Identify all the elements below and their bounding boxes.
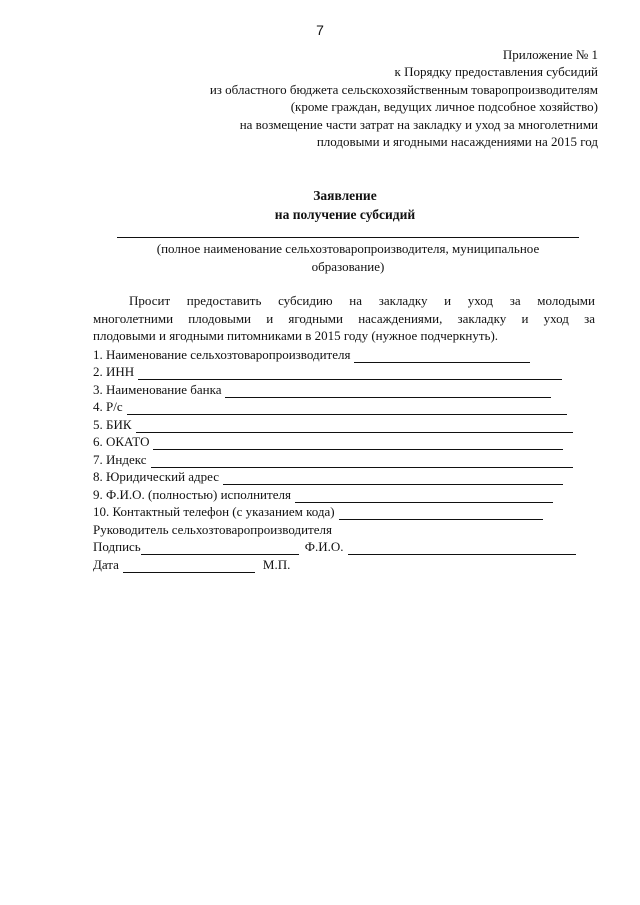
field-blank[interactable] [339, 508, 543, 520]
field-row [93, 433, 603, 451]
field-blank[interactable] [127, 403, 567, 415]
field-label: 9. Ф.И.О. (полностью) исполнителя [93, 486, 291, 502]
appendix-line: к Порядку предоставления субсидий [394, 64, 598, 80]
fio-label: Ф.И.О. [304, 539, 344, 554]
field-label: 1. Наименование сельхозтоваропроизводителя [93, 346, 351, 362]
page-number: 7 [316, 22, 324, 38]
field-row [93, 468, 603, 486]
field-row [93, 450, 603, 468]
field-label: 5. БИК [93, 416, 132, 432]
date-row [93, 555, 603, 573]
signature-row [93, 538, 603, 556]
field-blank[interactable] [223, 473, 563, 485]
field-blank[interactable] [354, 351, 530, 363]
intro-paragraph [93, 292, 595, 345]
field-blank[interactable] [295, 491, 553, 503]
field-row [93, 345, 603, 363]
field-blank[interactable] [136, 421, 573, 433]
title-line: Заявление [313, 188, 377, 203]
intro-line: плодовыми и ягодными питомниками в 2015 году (нужное подчеркнуть). [93, 328, 499, 344]
applicant-name-caption [100, 240, 596, 276]
field-blank[interactable] [138, 368, 562, 380]
intro-line: Просит предоставить субсидию на закладку и уход за молодыми [129, 293, 595, 308]
field-label: 8. Юридический адрес [93, 469, 220, 484]
field-label: 7. Индекс [93, 451, 147, 467]
title-line: на получение субсидий [274, 207, 416, 222]
appendix-header [118, 46, 598, 150]
applicant-name-blank[interactable] [117, 237, 579, 238]
appendix-line: (кроме граждан, ведущих личное подсобное хозяйство) [290, 99, 598, 115]
fio-blank[interactable] [348, 543, 576, 555]
field-row [93, 363, 603, 381]
field-blank[interactable] [225, 386, 551, 398]
head-label: Руководитель сельхозтоваропроизводителя [93, 521, 332, 537]
appendix-line: Приложение № 1 [502, 47, 598, 62]
date-blank[interactable] [123, 561, 255, 573]
field-label: 4. Р/с [93, 399, 123, 414]
field-label: 6. ОКАТО [93, 434, 150, 449]
field-row [93, 415, 603, 433]
field-row [93, 398, 603, 416]
field-row [93, 485, 603, 503]
field-blank[interactable] [151, 456, 573, 468]
intro-line: многолетними плодовыми и ягодными насаждениями, закладку и уход за [93, 310, 595, 326]
application-fields [93, 345, 603, 573]
document-title [0, 186, 640, 224]
caption-line: (полное наименование сельхозтоваропроизводителя, муниципальное [156, 241, 540, 256]
field-row [93, 503, 603, 521]
sign-label: Подпись [93, 539, 141, 554]
caption-line: образование) [311, 259, 385, 274]
field-row [93, 380, 603, 398]
appendix-line: на возмещение части затрат на закладку и уход за многолетними [239, 116, 598, 132]
appendix-line: плодовыми и ягодными насаждениями на 2015 год [316, 134, 598, 150]
field-label: 2. ИНН [93, 364, 135, 379]
signature-head-row [93, 520, 603, 538]
date-label: Дата [93, 556, 119, 572]
field-blank[interactable] [153, 438, 563, 450]
appendix-line: из областного бюджета сельскохозяйственным товаропроизводителям [209, 81, 598, 97]
seal-label: М.П. [262, 556, 291, 572]
field-label: 3. Наименование банка [93, 381, 222, 397]
signature-blank[interactable] [141, 543, 299, 555]
field-label: 10. Контактный телефон (с указанием кода) [93, 504, 335, 519]
